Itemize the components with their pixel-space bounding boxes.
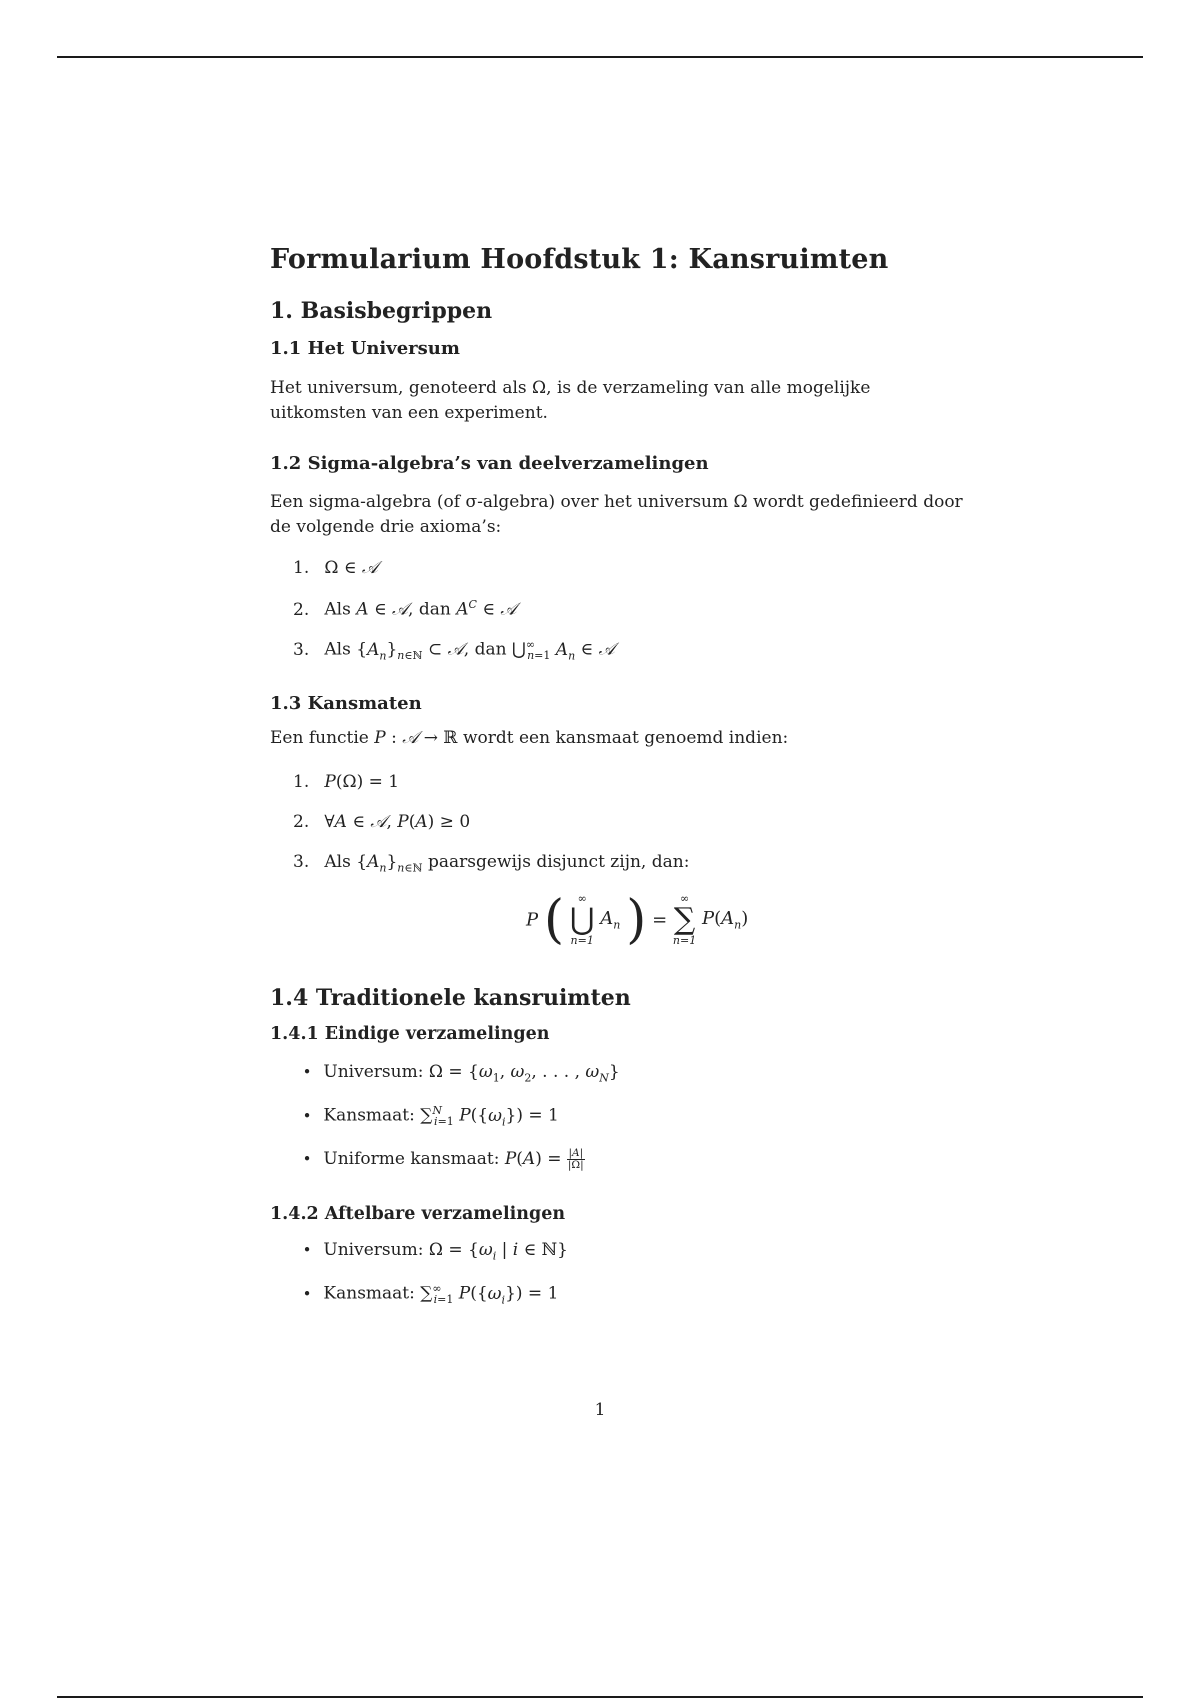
kansmaten-paragraph: Een functie P : 𝒜 → ℝ wordt een kansmaat genoemd indien: [270, 728, 789, 748]
word-dan: dan [418, 599, 451, 620]
word-als: Als [324, 639, 351, 660]
word-als: Als [324, 852, 351, 872]
subsection-heading-eindige: 1.4.1 Eindige verzamelingen [270, 1024, 550, 1044]
word-als: Als [324, 599, 351, 620]
top-rule [57, 56, 1143, 58]
section-heading-traditionele-kansruimten: 1.4 Traditionele kansruimten [270, 985, 631, 1011]
eindig-universum-item: • Universum: $\Omega = \{\omega_1$, $\omega_2$, . . . , $\omega_N$} [302, 1062, 620, 1085]
axiom-number: 3. [293, 639, 310, 660]
subsection-heading-sigma-algebra: 1.2 Sigma-algebra’s van deelverzamelingen [270, 453, 709, 474]
subsection-heading-universum: 1.1 Het Universum [270, 338, 460, 359]
sigma-axiom-2: 2. Als A ∈ 𝒜, dan $A^C$ ∈ 𝒜 [293, 598, 517, 620]
sigma-algebra-paragraph: Een sigma-algebra (of σ-algebra) over het universum Ω wordt gedefinieerd door de volgende drie axioma’s: [270, 492, 963, 537]
aftelbaar-universum-item: • Universum: $\Omega = \{\omega_i$ | i ∈ ℕ} [302, 1240, 568, 1263]
aftelbaar-kansmaat-item: • Kansmaat: $\sum^\infty_{i=1}$ $P(\{\omega_i\}) = 1$ [302, 1282, 559, 1307]
axiom-number: 1. [293, 558, 310, 578]
axiom-number: 3. [293, 852, 310, 872]
axiom-number: 2. [293, 599, 310, 620]
axiom-number: 1. [293, 772, 310, 792]
universum-paragraph: Het universum, genoteerd als Ω, is de verzameling van alle mogelijke uitkomsten van een experiment. [270, 378, 871, 423]
sigma-additivity-equation: P ( ∞ ⋃ n=1 $A_n$ ) = ∞ ∑ n=1 $P(A_n)$ [526, 890, 749, 950]
sigma-axiom-3: 3. Als $\{A_n\}_{n\in ℕ}$ ⊂ 𝒜, dan $⋃^\infty_{n=1}$ $A_n$ ∈ 𝒜 [293, 638, 615, 663]
eindig-uniforme-kansmaat-item: • Uniforme kansmaat: P(A) = $\frac{|A|}{|\Omega|}$ [302, 1147, 584, 1171]
page-number: 1 [594, 1400, 606, 1420]
word-dan: dan [474, 639, 507, 660]
subsection-heading-aftelbare: 1.4.2 Aftelbare verzamelingen [270, 1204, 566, 1224]
eindig-kansmaat-item: • Kansmaat: ∑$^N_{i=1}$ $P(\{\omega_i\}) = 1$ [302, 1104, 559, 1129]
kansmaat-axiom-3: 3. Als $\{A_n\}_{n\in ℕ}$ paarsgewijs disjunct zijn, dan: [293, 852, 690, 875]
kansmaat-axiom-2: 2. ∀A ∈ 𝒜, P(A) ≥ 0 [293, 812, 471, 832]
kansmaat-axiom-1: 1. P(Ω) = 1 [293, 772, 400, 792]
subsection-heading-kansmaten: 1.3 Kansmaten [270, 693, 422, 714]
sigma-axiom-1: 1. Ω ∈ 𝒜 [293, 558, 378, 578]
bottom-rule [57, 1696, 1143, 1698]
section-heading-basisbegrippen: 1. Basisbegrippen [270, 298, 493, 324]
axiom-number: 2. [293, 812, 310, 832]
page-title: Formularium Hoofdstuk 1: Kansruimten [270, 244, 889, 275]
